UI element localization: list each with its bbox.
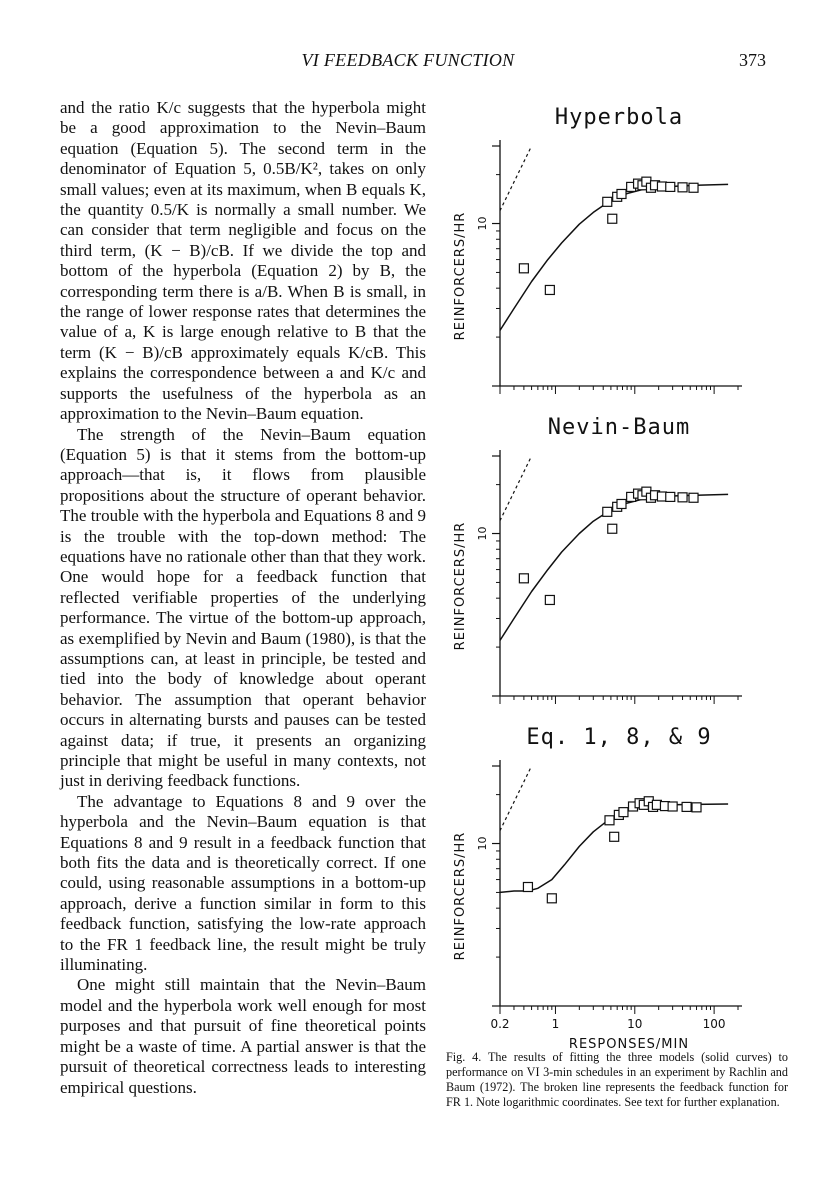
x-tick-label: 1 <box>551 1017 560 1031</box>
fr1-feedback-line <box>500 456 532 521</box>
chart-title: Eq. 1, 8, & 9 <box>526 725 712 750</box>
paragraph-2: The strength of the Nevin–Baum equation (Equation 5) is that it stems from the bottom-up approach—that is, it flows from plausible propositions about the structure of operant behavior. The trouble with the hyperbola and Equations 8 and 9 is the trouble with the top-down method: The equations have no rationale other than that they work. One would hope for a feedback function that reflected verifiable properties of the underlying performance. The virtue of the bottom-up approach, as exemplified by Nevin and Baum (1980), is that the assumptions can, at least in principle, be tested and tied into the body of knowledge about operant behavior. The assumption that operant behavior occurs in alternating bursts and pauses can be tested against data; if true, it presents an organizing principle that might be useful in many contexts, not just in deriving feedback functions. <box>60 424 426 791</box>
page-number: 373 <box>739 50 766 70</box>
data-point <box>619 808 628 817</box>
data-point <box>608 214 617 223</box>
data-point <box>603 197 612 206</box>
chart-eq-1-8-9 <box>430 716 802 1076</box>
y-tick-label: 10 <box>476 526 489 541</box>
data-point <box>692 803 701 812</box>
data-point <box>668 802 677 811</box>
data-point <box>610 832 619 841</box>
data-point <box>689 183 698 192</box>
data-point <box>678 183 687 192</box>
data-point <box>545 285 554 294</box>
data-point <box>657 492 666 501</box>
paragraph-1: and the ratio K/c suggests that the hyperbola might be a good approximation to the Nevin–Baum equation (Equation 5). The second term in the denominator of Equation 5, 0.5B/K², takes on only small values; even at its maximum, when B equals K, the quantity 0.5/K is normally a small number. We can consider that term negligible and focus on the third term, (K − B)/cB. If we divide the top and bottom of the hyperbola (Equation 2) by B, the corresponding term there is a/B. When B is small, in the range of lower response rates that determines the value of a, K is large enough relative to B that the term (K − B)/cB approximately equals K/cB. This explains the correspondence between a and K/c and supports the usefulness of the hyperbola as an approximation to the Nevin–Baum equation. <box>60 98 426 424</box>
data-point <box>547 894 556 903</box>
data-point <box>657 182 666 191</box>
data-point <box>545 595 554 604</box>
data-point <box>603 507 612 516</box>
x-tick-label: 100 <box>702 1017 726 1031</box>
chart-nevin-baum <box>430 406 802 716</box>
paragraph-3: The advantage to Equations 8 and 9 over the hyperbola and the Nevin–Baum equation is that Equations 8 and 9 result in a feedback function that both fits the data and is theoretically correct. If one could, using reasonable assumptions in a bottom-up approach, derive a function similar in form to this feedback function, satisfying the low-rate approach to the FR 1 feedback line, the result might be truly illuminating. <box>60 791 426 975</box>
x-axis-label: RESPONSES/MIN <box>568 1037 690 1052</box>
data-point <box>689 493 698 502</box>
running-header-title: VI FEEDBACK FUNCTION <box>301 50 515 70</box>
fitted-curve <box>500 184 728 330</box>
chart-title: Hyperbola <box>554 105 684 130</box>
data-point <box>666 182 675 191</box>
y-tick-label: 10 <box>476 836 489 851</box>
paragraph-4: One might still maintain that the Nevin–Baum model and the hyperbola work well enough for most purposes and that pursuit of fine theoretical points might be a waste of time. A partial answer is that the pursuit of theoretical correctness leads to interesting empirical questions. <box>60 975 426 1097</box>
data-point <box>523 883 532 892</box>
y-axis-label: REINFORCERS/HR <box>453 211 468 341</box>
data-point <box>617 499 626 508</box>
data-point <box>605 816 614 825</box>
figure-4 <box>430 96 802 1052</box>
data-point <box>666 492 675 501</box>
body-text-column <box>60 98 426 1098</box>
x-tick-label: 10 <box>627 1017 643 1031</box>
y-tick-label: 10 <box>476 216 489 231</box>
figure-caption: Fig. 4. The results of fitting the three models (solid curves) to performance on VI 3-min schedules in an experiment by Rachlin and Baum (1972). The broken line represents the feedback function for FR 1. Note logarithmic coordinates. See text for further explanation. <box>446 1050 788 1109</box>
chart-hyperbola <box>430 96 802 406</box>
y-axis-label: REINFORCERS/HR <box>453 521 468 651</box>
data-point <box>608 524 617 533</box>
data-point <box>682 802 691 811</box>
fr1-feedback-line <box>500 146 532 211</box>
data-point <box>519 574 528 583</box>
fr1-feedback-line <box>500 766 532 831</box>
data-point <box>519 264 528 273</box>
data-point <box>617 189 626 198</box>
x-tick-label: 0.2 <box>490 1017 510 1031</box>
fitted-curve <box>500 494 728 640</box>
y-axis-label: REINFORCERS/HR <box>453 831 468 961</box>
chart-title: Nevin-Baum <box>547 415 691 440</box>
data-point <box>678 493 687 502</box>
